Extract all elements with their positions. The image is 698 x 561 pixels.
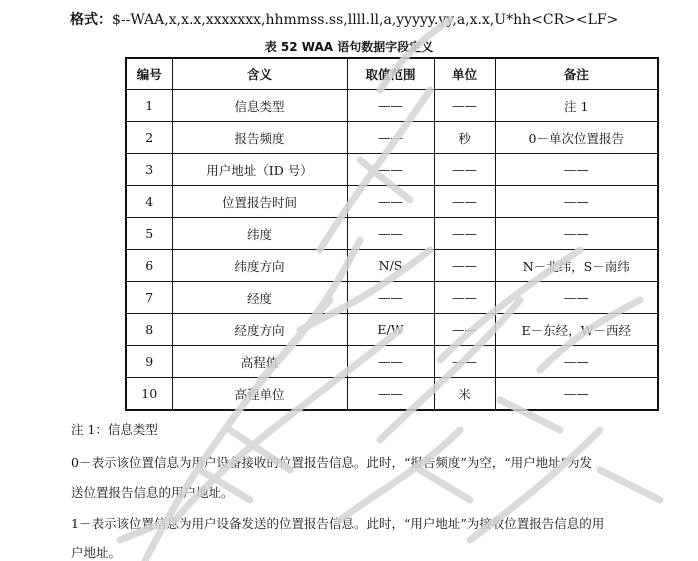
table-row (126, 218, 658, 250)
cell-range: —— (347, 122, 434, 154)
cell-range: —— (347, 346, 434, 378)
header-remark: 备注 (495, 58, 658, 90)
cell-number: 6 (126, 250, 172, 282)
cell-meaning: 信息类型 (172, 90, 347, 122)
format-sentence: $--WAA,x,x.x,xxxxxxx,hhmmss.ss,llll.ll,a,yyyyy.yy,a,x.x,U*hh<CR><LF> (112, 12, 619, 28)
cell-unit: —— (434, 282, 495, 314)
table-row (126, 154, 658, 186)
table-row (126, 186, 658, 218)
cell-meaning: 高程值 (172, 346, 347, 378)
watermark-stroke (600, 470, 660, 500)
cell-number: 1 (126, 90, 172, 122)
cell-number: 8 (126, 314, 172, 346)
table-header-row (126, 58, 658, 90)
cell-unit: —— (434, 250, 495, 282)
header-unit: 单位 (434, 58, 495, 90)
cell-number: 2 (126, 122, 172, 154)
cell-meaning: 报告频度 (172, 122, 347, 154)
format-line (70, 9, 618, 29)
cell-meaning: 高程单位 (172, 378, 347, 411)
table-caption: 表 52 WAA 语句数据字段定义 (264, 40, 434, 54)
format-label: 格式： (70, 12, 112, 28)
note-paragraph-1-line-2: 户地址。 (71, 545, 122, 560)
cell-meaning: 经度 (172, 282, 347, 314)
cell-meaning: 纬度方向 (172, 250, 347, 282)
cell-unit: —— (434, 346, 495, 378)
cell-meaning: 经度方向 (172, 314, 347, 346)
cell-unit: —— (434, 218, 495, 250)
cell-remark: E－东经，W－西经 (495, 314, 658, 346)
cell-range: —— (347, 154, 434, 186)
cell-remark: —— (495, 346, 658, 378)
cell-meaning: 位置报告时间 (172, 186, 347, 218)
table-row (126, 378, 658, 411)
cell-meaning: 用户地址（ID 号） (172, 154, 347, 186)
field-definition-table (125, 57, 659, 411)
cell-range: N/S (347, 250, 434, 282)
note-paragraph-0-line-1: 0－表示该位置信息为用户设备接收的位置报告信息。此时，“报告频度”为空，“用户地址”为发 (71, 455, 593, 470)
table-row (126, 314, 658, 346)
watermark-stroke (340, 430, 460, 520)
cell-range: E/W (347, 314, 434, 346)
cell-remark: —— (495, 186, 658, 218)
table-row (126, 122, 658, 154)
cell-remark: —— (495, 154, 658, 186)
cell-remark: N－北纬，S－南纬 (495, 250, 658, 282)
cell-unit: —— (434, 314, 495, 346)
cell-number: 7 (126, 282, 172, 314)
cell-remark: 0－单次位置报告 (495, 122, 658, 154)
header-range: 取值范围 (347, 58, 434, 90)
note-paragraph-0-line-2: 送位置报告信息的用户地址。 (71, 485, 234, 500)
cell-meaning: 纬度 (172, 218, 347, 250)
cell-number: 5 (126, 218, 172, 250)
cell-number: 3 (126, 154, 172, 186)
cell-remark: —— (495, 282, 658, 314)
note-paragraph-1-line-1: 1－表示该位置信息为用户设备发送的位置报告信息。此时，“用户地址”为接收位置报告信息的用 (71, 516, 605, 531)
cell-remark: 注 1 (495, 90, 658, 122)
cell-range: —— (347, 186, 434, 218)
cell-range: —— (347, 218, 434, 250)
table-row (126, 346, 658, 378)
cell-range: —— (347, 282, 434, 314)
cell-remark: —— (495, 218, 658, 250)
cell-number: 10 (126, 378, 172, 411)
cell-range: —— (347, 378, 434, 411)
header-number: 编号 (126, 58, 172, 90)
cell-unit: —— (434, 90, 495, 122)
table-row (126, 282, 658, 314)
cell-number: 9 (126, 346, 172, 378)
cell-unit: 米 (434, 378, 495, 411)
note-title: 注 1：信息类型 (71, 422, 158, 437)
header-meaning: 含义 (172, 58, 347, 90)
cell-number: 4 (126, 186, 172, 218)
cell-remark: —— (495, 378, 658, 411)
cell-unit: —— (434, 154, 495, 186)
cell-unit: 秒 (434, 122, 495, 154)
table-row (126, 90, 658, 122)
watermark-stroke (420, 470, 470, 500)
table-row (126, 250, 658, 282)
cell-unit: —— (434, 186, 495, 218)
cell-range: —— (347, 90, 434, 122)
